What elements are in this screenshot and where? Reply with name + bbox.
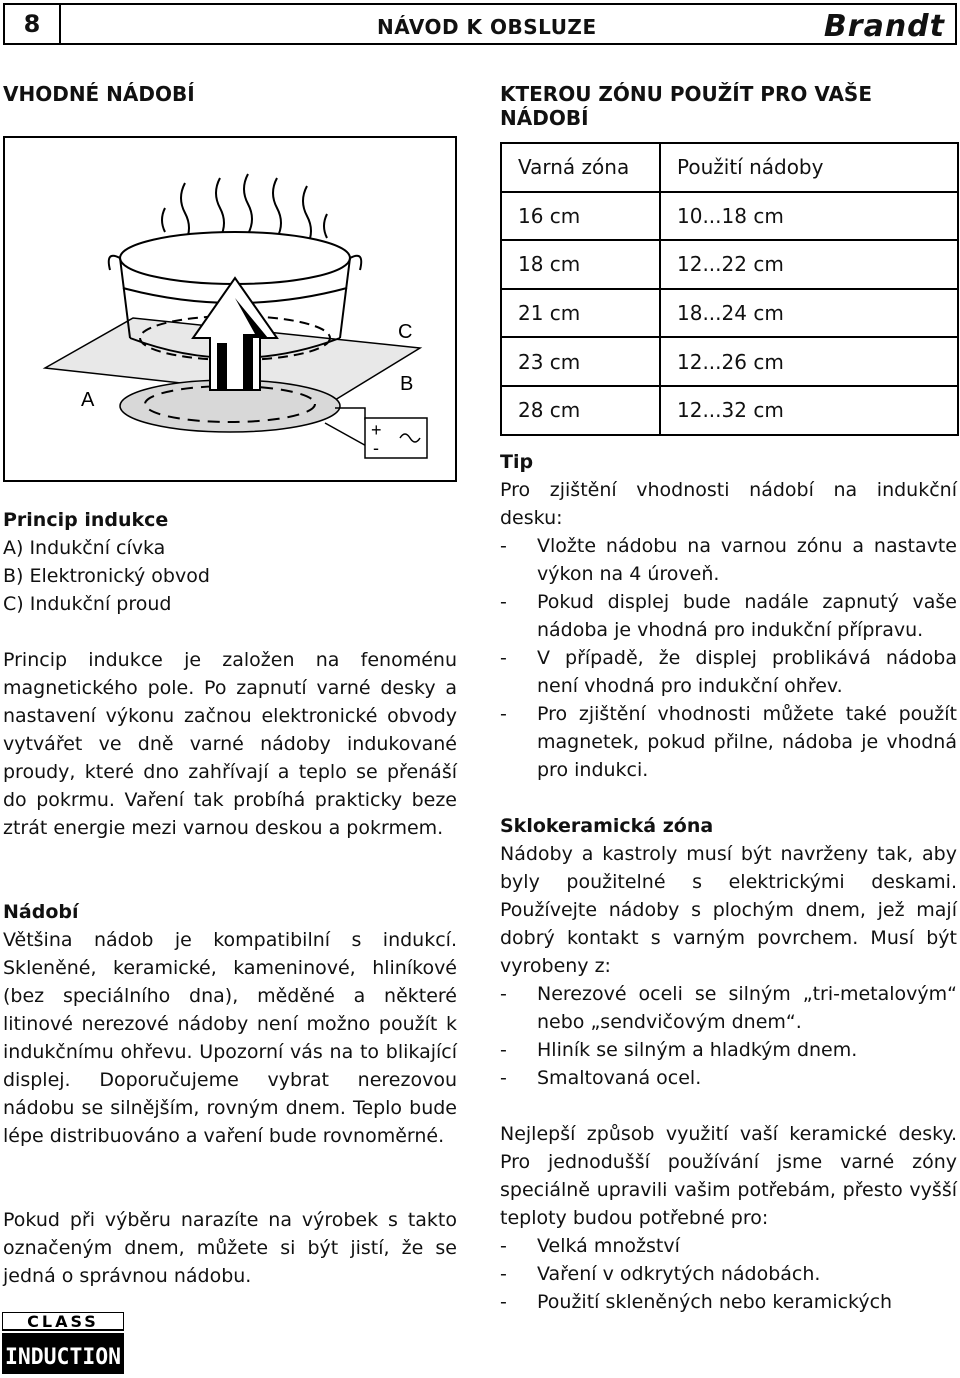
diagram-label-b: B [400,373,414,395]
zones-table [500,142,959,436]
list-item: - Hliník se silným a hladkým dnem. [500,1036,957,1064]
table-cell: 23 cm [501,337,660,386]
tip-block [500,448,957,784]
table-row [501,240,958,289]
tip-intro: Pro zjištění vhodnosti nádobí na indukční desku: [500,479,957,529]
tip-heading: Tip [500,451,534,473]
page-number: 8 [5,5,61,43]
tip-list [500,532,957,784]
list-item: - Smaltovaná ocel. [500,1064,957,1092]
principle-block [3,506,457,618]
table-row [501,386,958,435]
diagram-label-a: A [81,389,95,411]
class-induction-logo [2,1312,124,1374]
cookware-heading: Nádobí [3,901,79,923]
class-logo-bottom: INDUCTION [5,1345,121,1370]
list-item: - Vaření v odkrytých nádobách. [500,1260,957,1288]
document-title: NÁVOD K OBSLUZE [377,15,597,39]
glass-list [500,980,957,1092]
glass-list-2 [500,1232,957,1316]
list-item: - Nerezové oceli se silným „tri-metalovým“ nebo „sendvičovým dnem“. [500,980,957,1036]
table-cell: 21 cm [501,289,660,338]
table-cell: 12...22 cm [677,252,784,277]
table-cell: 10...18 cm [677,203,784,228]
glass-heading: Sklokeramická zóna [500,815,714,837]
glass-text: Nádoby a kastroly musí být navrženy tak, aby byly použitelné s elektrickými deskami. Používejte nádoby s plochým dnem, jež mají dobrý kontakt s varným povrchem. Musí být vyrobeny z: [500,843,957,977]
table-header-row [501,143,958,192]
diagram-label-c: C [398,321,413,343]
brand-logo [824,9,945,44]
induction-diagram [3,136,457,482]
principle-item: C) Indukční proud [3,593,172,615]
brand-name: Brandt [823,9,945,44]
list-item: - Velká množství [500,1232,957,1260]
table-header-cell: Použití nádoby [677,155,824,180]
class-induction-logo-graphic [2,1312,124,1374]
list-item: - Použití skleněných nebo keramických [500,1288,957,1316]
table-row [501,337,958,386]
table-cell: 12...32 cm [677,398,784,423]
table-cell: 12...26 cm [677,349,784,374]
table-cell: 28 cm [501,386,660,435]
list-item: - Pro zjištění vhodnosti můžete také použít magnetek, pokud přilne, nádoba je vhodná pro indukci. [500,700,957,784]
cookware-block [3,898,457,1150]
glass-block [500,812,957,1092]
table-row [501,289,958,338]
list-item: - Pokud displej bude nadále zapnutý vaše nádoba je vhodná pro indukční přípravu. [500,588,957,644]
table-row [501,192,958,241]
principle-item: B) Elektronický obvod [3,565,210,587]
diagram-plus: + [371,420,382,440]
list-item: - V případě, že displej problikává nádoba není vhodná pro indukční ohřev. [500,644,957,700]
table-cell: 18 cm [501,240,660,289]
list-item: - Vložte nádobu na varnou zónu a nastavte výkon na 4 úroveň. [500,532,957,588]
table-cell: 18...24 cm [677,301,784,326]
induction-diagram-drawing [5,138,455,480]
principle-text: Princip indukce je založen na fenoménu magnetického pole. Po zapnutí varné desky a nastavení výkonu začnou elektronické obvody vytvářet ve dně varné nádoby indukované proudy, které dno zahřívají a teplo se přenáší do pokrmu. Vaření tak probíhá prakticky beze ztrát energie mezi varnou deskou a pokrmem. [3,649,457,839]
cookware-text: Většina nádob je kompatibilní s indukcí. Skleněné, keramické, kameninové, hliníkové (bez speciálního dna), měděné a některé litinové nerezové nádoby není možno použít k indukčnímu ohřevu. Upozorní vás na to blikající displej. Doporučujeme vybrat nerezovou nádobu se silnějším, rovným dnem. Teplo bude lépe distribuováno a vaření bude rovnoměrné. [3,929,457,1147]
closing-text: Pokud při výběru narazíte na výrobek s takto označeným dnem, můžete si být jistí, že se jedná o správnou nádobu. [3,1209,457,1287]
table-header-cell: Varná zóna [501,143,660,192]
principle-item: A) Indukční cívka [3,537,166,559]
table-cell: 16 cm [501,192,660,241]
diagram-minus: - [373,438,379,458]
glass-text-2: Nejlepší způsob využití vaší keramické desky. Pro jednodušší používání jsme varné zóny speciálně upravili vašim potřebám, přesto vyšší teploty budou potřebné pro: [500,1123,957,1229]
section-title-zones: KTEROU ZÓNU POUŽÍT PRO VAŠE NÁDOBÍ [500,82,872,130]
glass-block-2 [500,1120,957,1316]
page-header [3,3,957,45]
section-title-cookware: VHODNÉ NÁDOBÍ [3,82,195,106]
class-logo-top: CLASS [27,1312,99,1331]
principle-heading: Princip indukce [3,509,169,531]
